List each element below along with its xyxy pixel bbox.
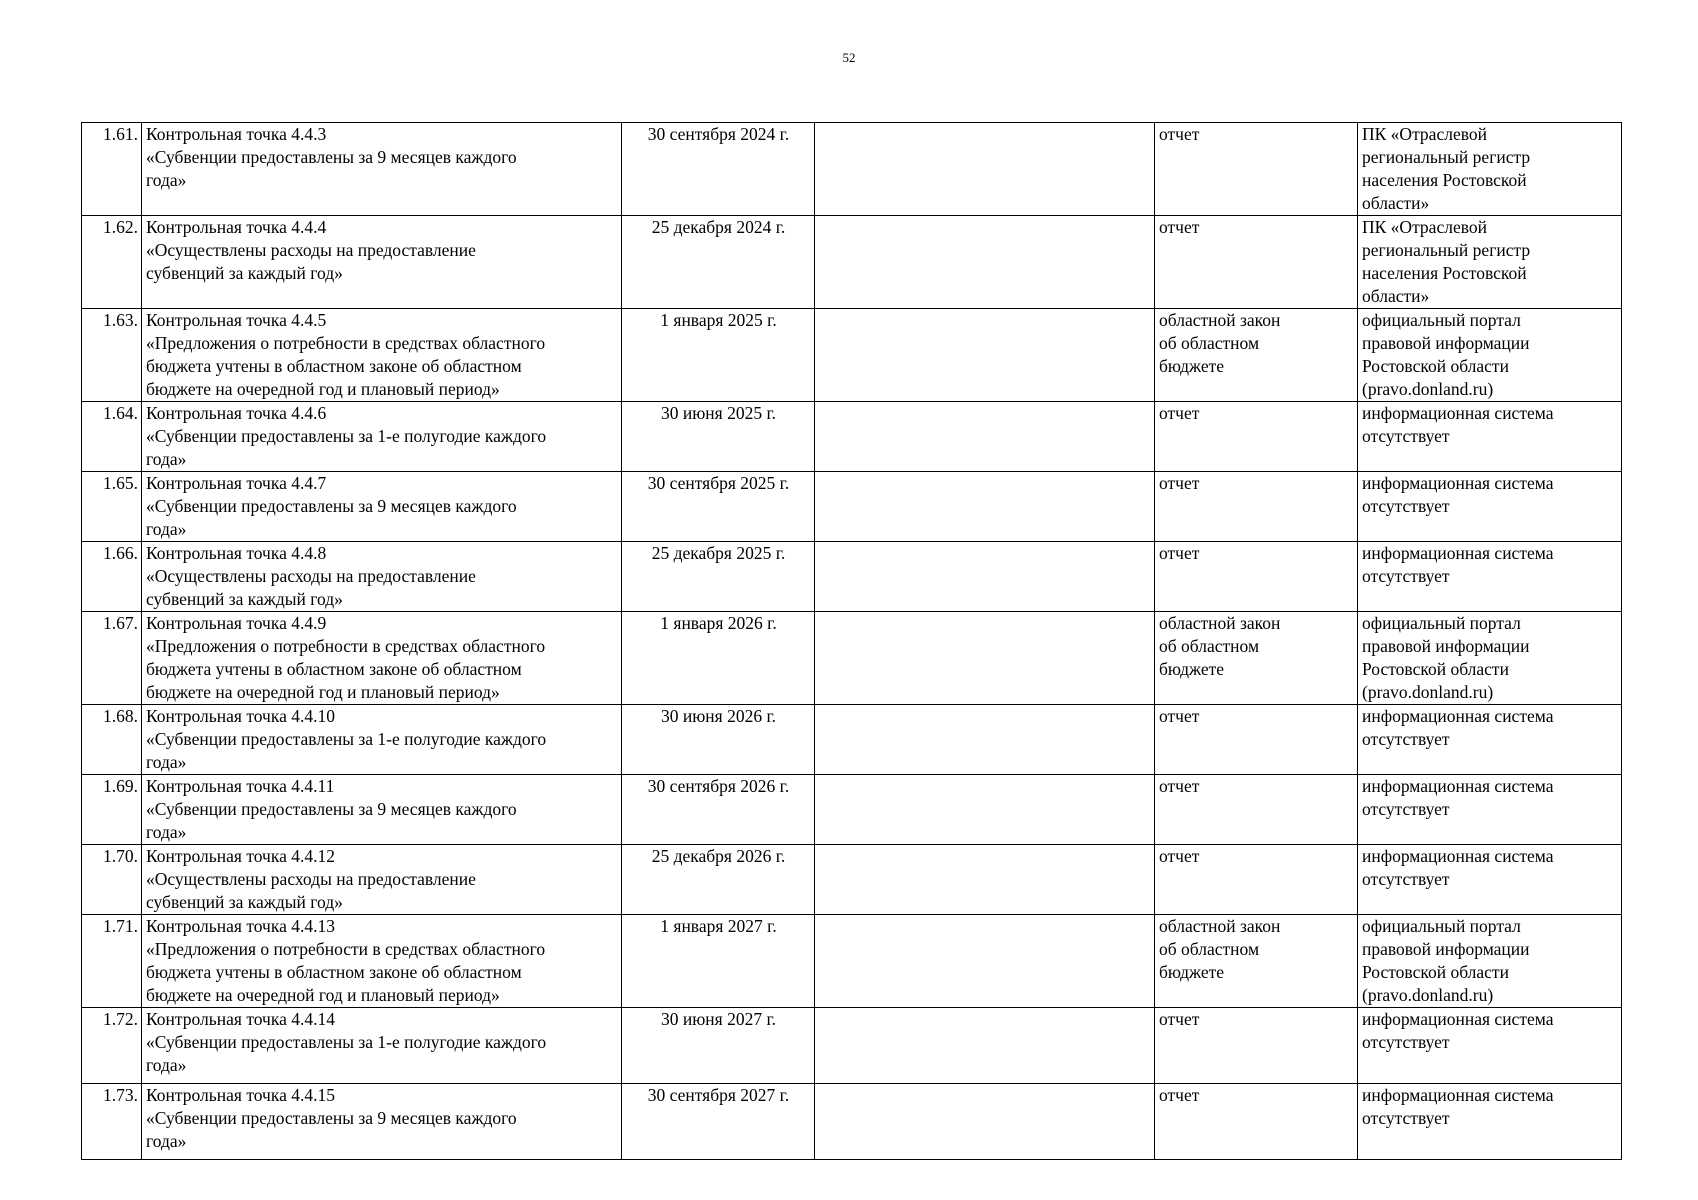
document-type-cell bbox=[1155, 1084, 1358, 1160]
responsible-cell bbox=[815, 542, 1155, 612]
information-system: информационная система bbox=[1362, 706, 1554, 726]
document-type-cell bbox=[1155, 775, 1358, 845]
document-type-cell bbox=[1155, 123, 1358, 216]
deadline-date: 30 сентября 2027 г. bbox=[622, 1084, 815, 1160]
information-system: региональный регистр bbox=[1362, 147, 1531, 167]
information-system: Ростовской области bbox=[1362, 659, 1509, 679]
control-point-description: «Субвенции предоставлены за 9 месяцев каждого bbox=[146, 147, 517, 167]
control-point-description: «Субвенции предоставлены за 1-е полугодие каждого bbox=[146, 426, 547, 446]
control-point-description: «Субвенции предоставлены за 9 месяцев каждого bbox=[146, 496, 517, 516]
control-point-description: года» bbox=[146, 752, 187, 772]
information-system: ПК «Отраслевой bbox=[1362, 217, 1487, 237]
control-point-description: бюджета учтены в областном законе об областном bbox=[146, 962, 522, 982]
control-point-description: «Субвенции предоставлены за 1-е полугодие каждого bbox=[146, 1032, 547, 1052]
deadline-date: 30 июня 2027 г. bbox=[622, 1008, 815, 1084]
responsible-cell bbox=[815, 123, 1155, 216]
information-system: информационная система bbox=[1362, 473, 1554, 493]
deadline-date: 30 сентября 2024 г. bbox=[622, 123, 815, 216]
table-row bbox=[82, 216, 1622, 309]
document-type: об областном bbox=[1159, 939, 1260, 959]
document-type: отчет bbox=[1159, 1085, 1200, 1105]
control-point-cell bbox=[142, 705, 622, 775]
row-number: 1.73. bbox=[82, 1084, 142, 1160]
page-number: 52 bbox=[842, 50, 856, 65]
control-point-description: субвенций за каждый год» bbox=[146, 892, 343, 912]
deadline-date: 30 сентября 2026 г. bbox=[622, 775, 815, 845]
control-point-cell bbox=[142, 915, 622, 1008]
information-system: правовой информации bbox=[1362, 636, 1530, 656]
control-point-description: года» bbox=[146, 449, 187, 469]
control-point-description: года» bbox=[146, 1131, 187, 1151]
document-type: отчет bbox=[1159, 124, 1200, 144]
information-system: отсутствует bbox=[1362, 729, 1450, 749]
control-point-description: года» bbox=[146, 170, 187, 190]
responsible-cell bbox=[815, 472, 1155, 542]
information-system: информационная система bbox=[1362, 1009, 1554, 1029]
document-type: отчет bbox=[1159, 846, 1200, 866]
control-point-cell bbox=[142, 845, 622, 915]
control-point-cell bbox=[142, 402, 622, 472]
control-point-title: Контрольная точка 4.4.3 bbox=[146, 124, 327, 144]
information-system: Ростовской области bbox=[1362, 356, 1509, 376]
row-number: 1.62. bbox=[82, 216, 142, 309]
responsible-cell bbox=[815, 612, 1155, 705]
information-system: отсутствует bbox=[1362, 496, 1450, 516]
table-row bbox=[82, 402, 1622, 472]
control-point-description: субвенций за каждый год» bbox=[146, 263, 343, 283]
information-system: области» bbox=[1362, 193, 1430, 213]
information-system: отсутствует bbox=[1362, 1108, 1450, 1128]
information-system-cell bbox=[1358, 542, 1622, 612]
information-system: правовой информации bbox=[1362, 939, 1530, 959]
information-system-cell bbox=[1358, 775, 1622, 845]
document-type-cell bbox=[1155, 1008, 1358, 1084]
table-row bbox=[82, 845, 1622, 915]
control-point-description: «Субвенции предоставлены за 9 месяцев каждого bbox=[146, 799, 517, 819]
control-point-title: Контрольная точка 4.4.14 bbox=[146, 1009, 335, 1029]
document-type-cell bbox=[1155, 309, 1358, 402]
information-system-cell bbox=[1358, 705, 1622, 775]
deadline-date: 25 декабря 2025 г. bbox=[622, 542, 815, 612]
control-point-cell bbox=[142, 123, 622, 216]
document-type-cell bbox=[1155, 472, 1358, 542]
table-row bbox=[82, 1008, 1622, 1084]
document-type: областной закон bbox=[1159, 916, 1281, 936]
document-type: об областном bbox=[1159, 636, 1260, 656]
document-type-cell bbox=[1155, 612, 1358, 705]
control-point-description: бюджета учтены в областном законе об областном bbox=[146, 356, 522, 376]
document-type: отчет bbox=[1159, 403, 1200, 423]
document-type: бюджете bbox=[1159, 962, 1225, 982]
table-row bbox=[82, 775, 1622, 845]
row-number: 1.63. bbox=[82, 309, 142, 402]
row-number: 1.61. bbox=[82, 123, 142, 216]
document-type: отчет bbox=[1159, 543, 1200, 563]
table-row bbox=[82, 612, 1622, 705]
responsible-cell bbox=[815, 216, 1155, 309]
document-type: отчет bbox=[1159, 473, 1200, 493]
deadline-date: 1 января 2026 г. bbox=[622, 612, 815, 705]
responsible-cell bbox=[815, 1084, 1155, 1160]
document-type-cell bbox=[1155, 915, 1358, 1008]
information-system: области» bbox=[1362, 286, 1430, 306]
deadline-date: 30 сентября 2025 г. bbox=[622, 472, 815, 542]
row-number: 1.64. bbox=[82, 402, 142, 472]
control-point-description: года» bbox=[146, 1055, 187, 1075]
information-system: информационная система bbox=[1362, 403, 1554, 423]
control-point-description: «Субвенции предоставлены за 1-е полугодие каждого bbox=[146, 729, 547, 749]
deadline-date: 25 декабря 2026 г. bbox=[622, 845, 815, 915]
deadline-date: 1 января 2027 г. bbox=[622, 915, 815, 1008]
document-type: отчет bbox=[1159, 776, 1200, 796]
control-point-title: Контрольная точка 4.4.8 bbox=[146, 543, 327, 563]
table-row bbox=[82, 309, 1622, 402]
table-row bbox=[82, 472, 1622, 542]
information-system: региональный регистр bbox=[1362, 240, 1531, 260]
deadline-date: 1 января 2025 г. bbox=[622, 309, 815, 402]
table-row bbox=[82, 123, 1622, 216]
document-type: бюджете bbox=[1159, 356, 1225, 376]
control-point-description: «Осуществлены расходы на предоставление bbox=[146, 566, 476, 586]
control-point-cell bbox=[142, 472, 622, 542]
control-point-cell bbox=[142, 612, 622, 705]
information-system: официальный портал bbox=[1362, 310, 1521, 330]
information-system: ПК «Отраслевой bbox=[1362, 124, 1487, 144]
row-number: 1.66. bbox=[82, 542, 142, 612]
control-point-title: Контрольная точка 4.4.6 bbox=[146, 403, 327, 423]
control-point-description: «Предложения о потребности в средствах областного bbox=[146, 636, 546, 656]
row-number: 1.69. bbox=[82, 775, 142, 845]
control-point-description: бюджета учтены в областном законе об областном bbox=[146, 659, 522, 679]
control-point-cell bbox=[142, 309, 622, 402]
information-system: официальный портал bbox=[1362, 613, 1521, 633]
information-system: правовой информации bbox=[1362, 333, 1530, 353]
control-point-description: субвенций за каждый год» bbox=[146, 589, 343, 609]
information-system: официальный портал bbox=[1362, 916, 1521, 936]
responsible-cell bbox=[815, 915, 1155, 1008]
document-type: отчет bbox=[1159, 217, 1200, 237]
document-type: отчет bbox=[1159, 1009, 1200, 1029]
document-type-cell bbox=[1155, 705, 1358, 775]
row-number: 1.72. bbox=[82, 1008, 142, 1084]
information-system: (pravo.donland.ru) bbox=[1362, 985, 1494, 1005]
document-type-cell bbox=[1155, 845, 1358, 915]
row-number: 1.68. bbox=[82, 705, 142, 775]
control-point-title: Контрольная точка 4.4.10 bbox=[146, 706, 335, 726]
document-type: областной закон bbox=[1159, 613, 1281, 633]
information-system-cell bbox=[1358, 216, 1622, 309]
information-system: информационная система bbox=[1362, 1085, 1554, 1105]
control-point-title: Контрольная точка 4.4.11 bbox=[146, 776, 335, 796]
document-type: об областном bbox=[1159, 333, 1260, 353]
control-point-cell bbox=[142, 1008, 622, 1084]
row-number: 1.71. bbox=[82, 915, 142, 1008]
document-type: бюджете bbox=[1159, 659, 1225, 679]
control-point-description: года» bbox=[146, 822, 187, 842]
control-point-description: «Осуществлены расходы на предоставление bbox=[146, 869, 476, 889]
information-system: информационная система bbox=[1362, 776, 1554, 796]
control-point-title: Контрольная точка 4.4.9 bbox=[146, 613, 327, 633]
information-system: Ростовской области bbox=[1362, 962, 1509, 982]
responsible-cell bbox=[815, 1008, 1155, 1084]
control-point-title: Контрольная точка 4.4.15 bbox=[146, 1085, 335, 1105]
control-point-title: Контрольная точка 4.4.13 bbox=[146, 916, 335, 936]
information-system-cell bbox=[1358, 402, 1622, 472]
control-point-description: «Осуществлены расходы на предоставление bbox=[146, 240, 476, 260]
document-type-cell bbox=[1155, 542, 1358, 612]
control-point-description: бюджете на очередной год и плановый период» bbox=[146, 682, 500, 702]
information-system: отсутствует bbox=[1362, 869, 1450, 889]
information-system: отсутствует bbox=[1362, 426, 1450, 446]
deadline-date: 30 июня 2025 г. bbox=[622, 402, 815, 472]
control-point-description: «Предложения о потребности в средствах областного bbox=[146, 939, 546, 959]
information-system: отсутствует bbox=[1362, 1032, 1450, 1052]
control-point-description: бюджете на очередной год и плановый период» bbox=[146, 379, 500, 399]
document-type: областной закон bbox=[1159, 310, 1281, 330]
control-point-title: Контрольная точка 4.4.4 bbox=[146, 217, 327, 237]
information-system-cell bbox=[1358, 845, 1622, 915]
document-type: отчет bbox=[1159, 706, 1200, 726]
responsible-cell bbox=[815, 845, 1155, 915]
information-system: информационная система bbox=[1362, 543, 1554, 563]
information-system-cell bbox=[1358, 915, 1622, 1008]
control-point-title: Контрольная точка 4.4.12 bbox=[146, 846, 335, 866]
information-system: населения Ростовской bbox=[1362, 263, 1527, 283]
responsible-cell bbox=[815, 309, 1155, 402]
row-number: 1.70. bbox=[82, 845, 142, 915]
information-system: отсутствует bbox=[1362, 799, 1450, 819]
row-number: 1.67. bbox=[82, 612, 142, 705]
control-point-title: Контрольная точка 4.4.7 bbox=[146, 473, 327, 493]
information-system: (pravo.donland.ru) bbox=[1362, 379, 1494, 399]
information-system: (pravo.donland.ru) bbox=[1362, 682, 1494, 702]
control-point-title: Контрольная точка 4.4.5 bbox=[146, 310, 327, 330]
control-point-cell bbox=[142, 1084, 622, 1160]
information-system: отсутствует bbox=[1362, 566, 1450, 586]
control-point-cell bbox=[142, 542, 622, 612]
control-point-description: бюджете на очередной год и плановый период» bbox=[146, 985, 500, 1005]
document-type-cell bbox=[1155, 216, 1358, 309]
information-system-cell bbox=[1358, 309, 1622, 402]
deadline-date: 25 декабря 2024 г. bbox=[622, 216, 815, 309]
table-row bbox=[82, 705, 1622, 775]
control-points-table bbox=[81, 122, 1622, 1160]
control-point-cell bbox=[142, 216, 622, 309]
control-point-description: года» bbox=[146, 519, 187, 539]
deadline-date: 30 июня 2026 г. bbox=[622, 705, 815, 775]
information-system: населения Ростовской bbox=[1362, 170, 1527, 190]
row-number: 1.65. bbox=[82, 472, 142, 542]
control-point-cell bbox=[142, 775, 622, 845]
information-system: информационная система bbox=[1362, 846, 1554, 866]
information-system-cell bbox=[1358, 612, 1622, 705]
table-row bbox=[82, 1084, 1622, 1160]
information-system-cell bbox=[1358, 472, 1622, 542]
responsible-cell bbox=[815, 775, 1155, 845]
table-row bbox=[82, 542, 1622, 612]
document-type-cell bbox=[1155, 402, 1358, 472]
information-system-cell bbox=[1358, 1008, 1622, 1084]
table-row bbox=[82, 915, 1622, 1008]
information-system-cell bbox=[1358, 1084, 1622, 1160]
control-point-description: «Предложения о потребности в средствах областного bbox=[146, 333, 546, 353]
responsible-cell bbox=[815, 402, 1155, 472]
control-point-description: «Субвенции предоставлены за 9 месяцев каждого bbox=[146, 1108, 517, 1128]
responsible-cell bbox=[815, 705, 1155, 775]
information-system-cell bbox=[1358, 123, 1622, 216]
